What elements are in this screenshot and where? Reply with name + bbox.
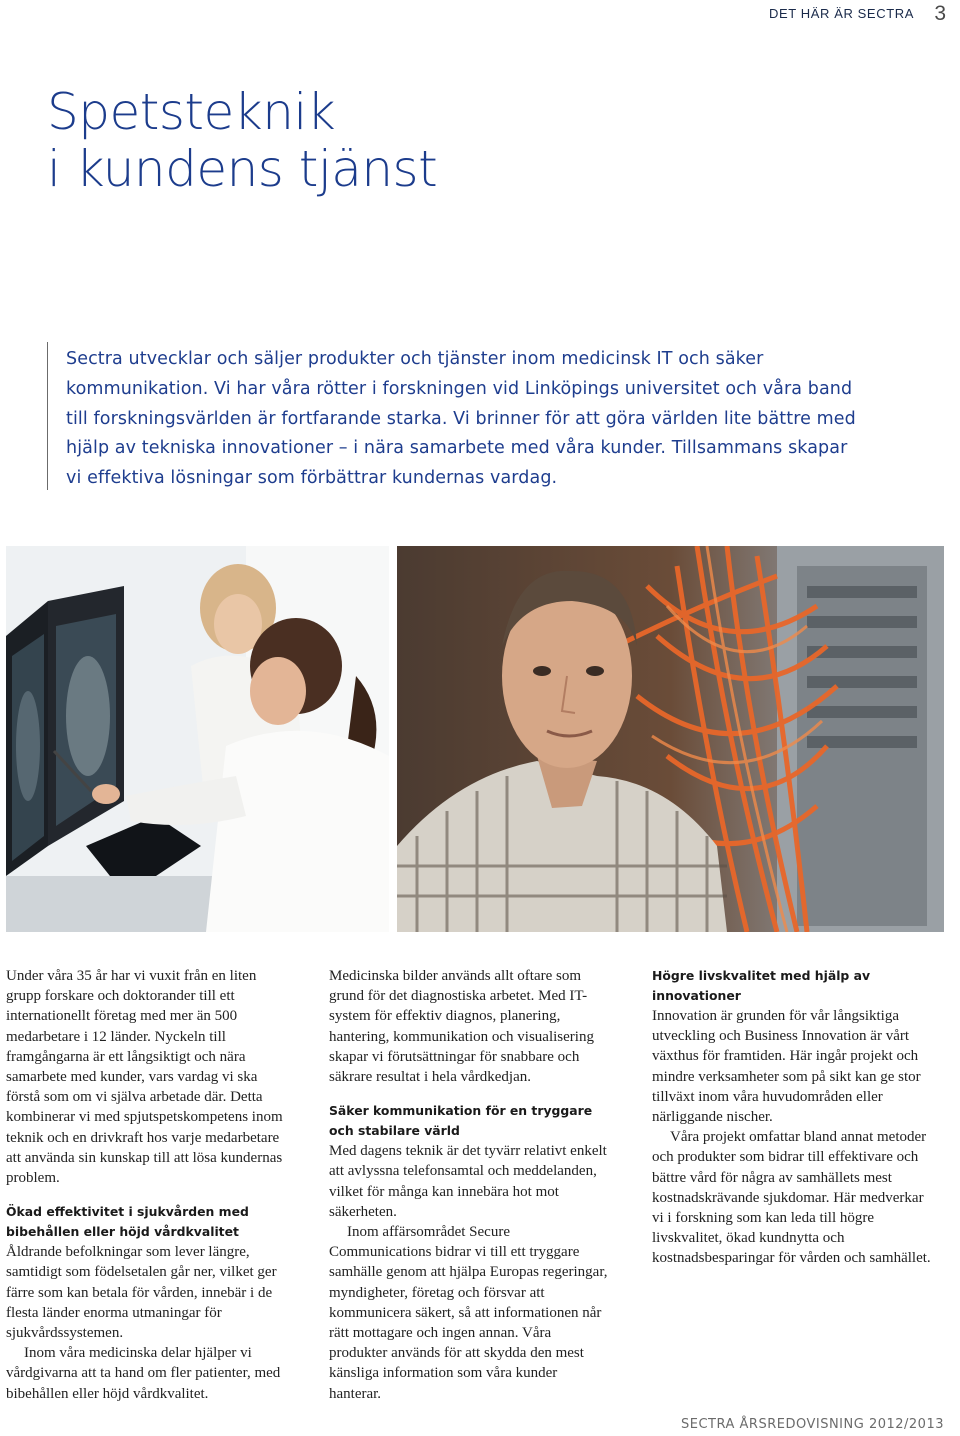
page-number: 3 (934, 2, 946, 25)
intro-paragraph: Sectra utvecklar och säljer produkter och tjänster inom medicinsk IT och säker kommunikation. Vi har våra rötter i forskningen vid Linköpings universitet och våra band till forskningsvärlden är fortfarande starka. Vi brinner för att göra världen lite bättre med hjälp av tekniska innovationer – i nära samarbete med våra kunder. Tillsammans skapar vi effektiva lösningar som förbättrar kundernas vardag. (66, 349, 856, 489)
photo-man-illustration (397, 546, 944, 932)
col3-heading: Högre livskvalitet med hjälp av innovationer (652, 968, 871, 1003)
col2-paragraph-1: Medicinska bilder används allt oftare som grund för det diagnostiska arbetet. Med IT-system för effektiv diagnos, planering, hantering, kommunikation och visualisering skapar vi förutsättningar för snabbare och säkrare resultat i hela vårdkedjan. (329, 968, 594, 1086)
page-title (47, 84, 437, 198)
title-line-2: i kundens tjänst (47, 140, 438, 198)
column-2 (329, 966, 611, 1404)
col1-paragraph-2: Åldrande befolkningar som lever längre, samtidigt som födelsetalen går ner, vilket ger färre som kan betala för vården, innebär i de flesta länder enorma utmaningar för sjukvårdssystemen. (6, 1244, 277, 1342)
photo-doctors-illustration (6, 546, 389, 932)
section-label: DET HÄR ÄR SECTRA (768, 6, 914, 21)
running-head (768, 2, 946, 25)
col1-paragraph-3: Inom våra medicinska delar hjälper vi vårdgivarna att ta hand om fler patienter, med bibehållen eller höjd vårdkvalitet. (6, 1345, 281, 1402)
col3-paragraph-2: Våra projekt omfattar bland annat metoder och produkter som bidrar till effektivare och bättre vård för några av samhällets mest kostnadskrävande sjukdomar. Här medverkar vi i forskning som kan leda till högre livskvalitet, ökad kundnytta och kostnadsbesparingar för vården och samhället. (652, 1129, 931, 1267)
column-1 (6, 966, 288, 1404)
col2-heading: Säker kommunikation för en tryggare och stabilare värld (329, 1103, 593, 1139)
title-line-1: Spetsteknik (47, 83, 336, 141)
intro-rule (47, 342, 48, 490)
footer-publication: SECTRA ÅRSREDOVISNING 2012/2013 (681, 1417, 944, 1432)
col1-heading: Ökad effektivitet i sjukvården med bibehållen eller höjd vårdkvalitet (6, 1204, 249, 1240)
col3-paragraph-1: Innovation är grunden för vår långsiktiga utveckling och Business Innovation är vårt växthus för framtiden. Här ingår projekt och mindre verksamheter som på sikt kan ge stor tillväxt inom våra huvudområden eller närliggande nischer. (652, 1008, 921, 1126)
col2-paragraph-3: Inom affärsområdet Secure Communications bidrar vi till ett tryggare samhälle genom att hjälpa Europas regeringar, myndigheter, företag och försvar att kommunicera säkert, så att informationen når rätt mottagare och ingen annan. Våra produkter används för att skydda den mest känsliga information som våra kunder hanterar. (329, 1224, 608, 1402)
column-3 (652, 966, 934, 1269)
photo-man-with-cables (397, 546, 944, 932)
col1-paragraph-1: Under våra 35 år har vi vuxit från en liten grupp forskare och doktorander till ett internationellt företag med mer än 500 medarbetare i 12 länder. Nyckeln till framgångarna är ett långsiktigt och nära samarbete med kunder, vars vardag vi ska förstå som om vi själva arbetade där. Detta kombinerar vi med spjutspetskompetens inom teknik och en drivkraft hos varje medarbetare att använda sin kunskap till att lösa kundernas problem. (6, 968, 283, 1187)
photo-doctors-at-monitors (6, 546, 389, 932)
col2-paragraph-2: Med dagens teknik är det tyvärr relativt enkelt att avlyssna telefonsamtal och meddelanden, vilket för många kan innebära hot mot säkerheten. (329, 1143, 607, 1220)
